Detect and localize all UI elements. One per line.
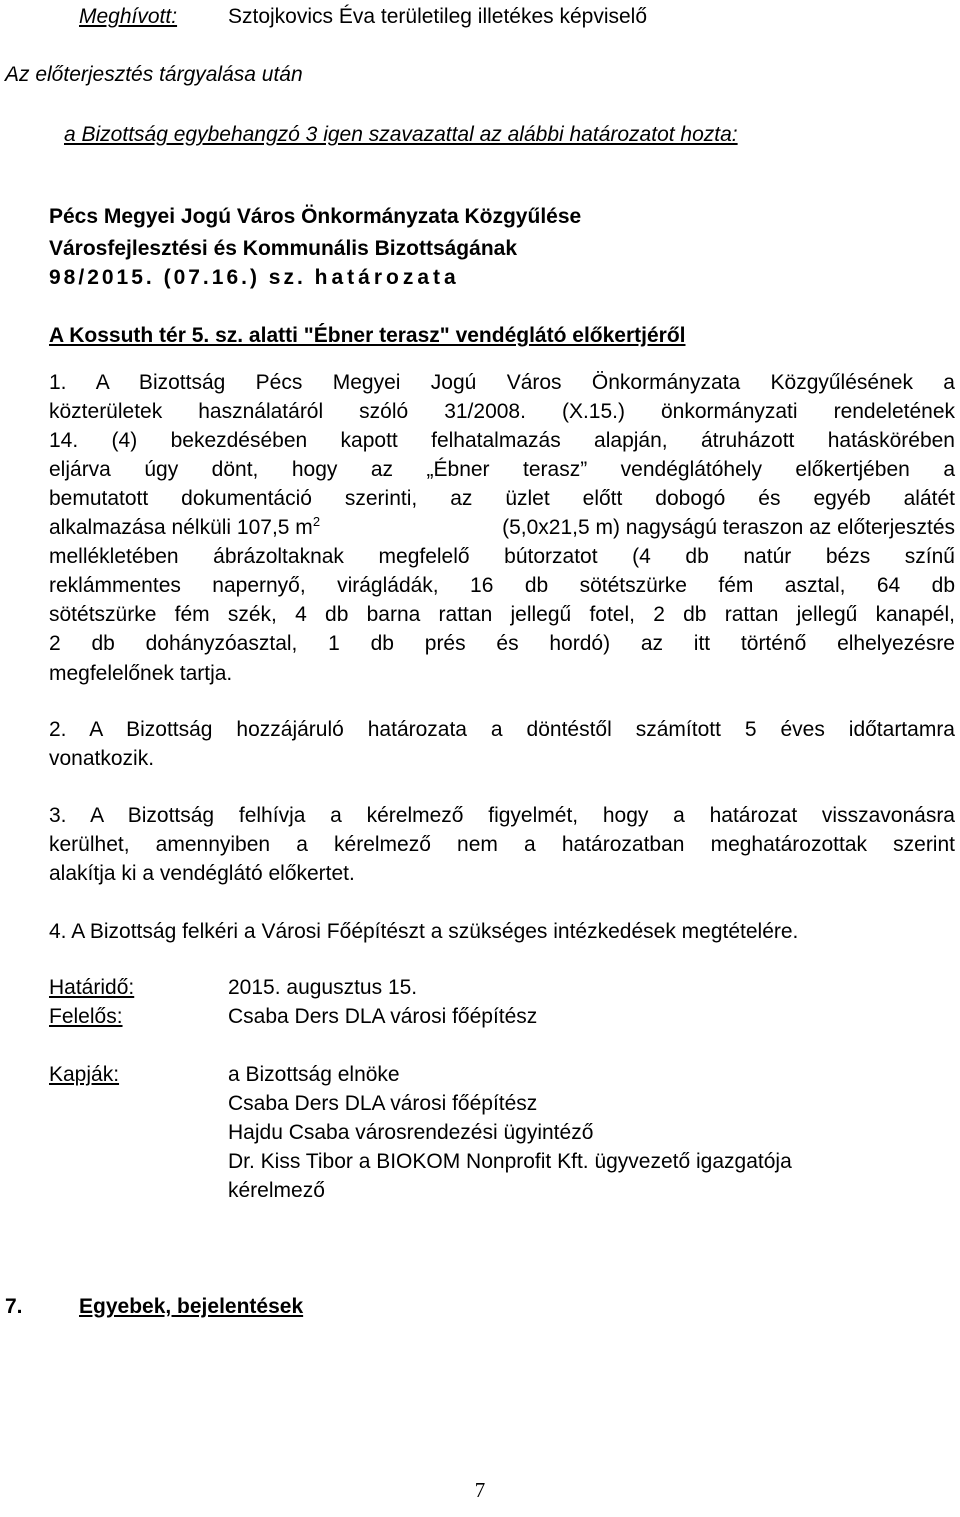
recipient-item: a Bizottság elnöke <box>228 1063 400 1086</box>
recipient-item: Dr. Kiss Tibor a BIOKOM Nonprofit Kft. ügyvezető igazgatója <box>228 1150 792 1173</box>
point3-line3: alakítja ki a vendéglátó előkertet. <box>49 862 355 885</box>
page-number: 7 <box>474 1478 486 1502</box>
point1-line6 <box>49 513 955 543</box>
point1-line4: eljárva úgy dönt, hogy az „Ébner terasz” vendéglátóhely előkertjében a <box>49 458 955 481</box>
point1-line10: 2 db dohányzóasztal, 1 db prés és hordó) az itt történő elhelyezésre <box>49 632 955 655</box>
resolution-title-line1: Pécs Megyei Jogú Város Önkormányzata Közgyűlése <box>49 205 582 228</box>
point2-line1: 2. A Bizottság hozzájáruló határozata a döntéstől számított 5 éves időtartamra <box>49 718 955 741</box>
point3-line1: 3. A Bizottság felhívja a kérelmező figyelmét, hogy a határozat visszavonásra <box>49 804 955 827</box>
vote-line: a Bizottság egybehangzó 3 igen szavazattal az alábbi határozatot hozta: <box>64 123 738 146</box>
resolution-title-line2: Városfejlesztési és Kommunális Bizottságának <box>49 237 517 260</box>
resolution-subject: A Kossuth tér 5. sz. alatti "Ébner terasz" vendéglátó előkertjéről <box>49 324 686 347</box>
point1-line9: sötétszürke fém szék, 4 db barna rattan jellegű fotel, 2 db rattan jellegű kanapél, <box>49 603 955 626</box>
section7-number: 7. <box>5 1295 23 1318</box>
recipient-item: kérelmező <box>228 1179 325 1202</box>
point1-line7: mellékletében ábrázoltaknak megfelelő bútorzatot (4 db natúr bézs színű <box>49 545 955 568</box>
invited-label: Meghívott: <box>79 5 178 28</box>
point3-line2: kerülhet, amennyiben a kérelmező nem a határozatban meghatározottak szerint <box>49 833 955 856</box>
point2-line2: vonatkozik. <box>49 747 155 770</box>
recipient-item: Csaba Ders DLA városi főépítész <box>228 1092 538 1115</box>
recipient-item: Hajdu Csaba városrendezési ügyintéző <box>228 1121 594 1144</box>
point1-line8: reklámmentes napernyő, virágládák, 16 db sötétszürke fém asztal, 64 db <box>49 574 955 597</box>
section7-title: Egyebek, bejelentések <box>79 1295 304 1318</box>
after-discussion: Az előterjesztés tárgyalása után <box>5 63 303 86</box>
area-superscript: 2 <box>312 514 321 529</box>
point1-line3: 14. (4) bekezdésében kapott felhatalmazás alapján, átruházott hatáskörében <box>49 429 955 452</box>
recipients-label: Kapják: <box>49 1063 120 1086</box>
point1-line6a <box>49 513 320 543</box>
point1-line5: bemutatott dokumentáció szerinti, az üzlet előtt dobogó és egyéb alátét <box>49 487 955 510</box>
resolution-number-prefix: 98/2015. (07.16.) sz. <box>49 266 306 289</box>
responsible-label: Felelős: <box>49 1005 123 1028</box>
point1-line1: 1. A Bizottság Pécs Megyei Jogú Város Önkormányzata Közgyűlésének a <box>49 371 955 394</box>
deadline-value: 2015. augusztus 15. <box>228 976 418 999</box>
responsible-value: Csaba Ders DLA városi főépítész <box>228 1005 538 1028</box>
point4-line1: 4. A Bizottság felkéri a Városi Főépítészt a szükséges intézkedések megtételére. <box>49 920 799 943</box>
deadline-label: Határidő: <box>49 976 135 999</box>
area-text: alkalmazása nélküli 107,5 m <box>49 516 313 539</box>
invited-value: Sztojkovics Éva területileg illetékes képviselő <box>228 5 648 28</box>
point1-line6b: (5,0x21,5 m) nagyságú teraszon az előterjesztés <box>502 516 955 539</box>
resolution-number-word: határozata <box>314 266 460 289</box>
point1-line11: megfelelőnek tartja. <box>49 662 233 685</box>
resolution-number <box>49 266 460 290</box>
point1-line2: közterületek használatáról szóló 31/2008. (X.15.) önkormányzati rendeletének <box>49 400 955 423</box>
